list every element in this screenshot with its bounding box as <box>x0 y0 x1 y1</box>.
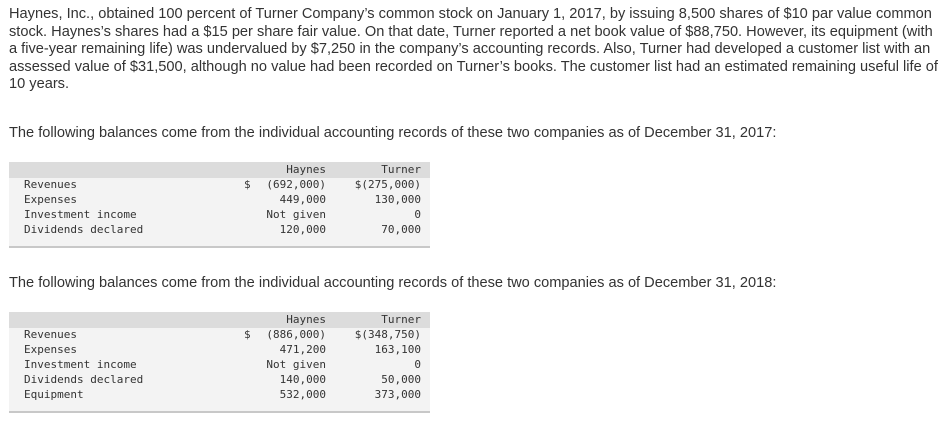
row-label-expenses: Expenses <box>24 343 77 356</box>
dollar-sign: $ <box>244 178 251 191</box>
dollar-sign: $ <box>244 328 251 341</box>
haynes-revenues: (692,000) <box>266 178 326 191</box>
haynes-equipment: 532,000 <box>279 388 326 401</box>
haynes-investment-income: Not given <box>266 208 326 221</box>
turner-dividends-declared: 70,000 <box>381 223 421 236</box>
row-label-dividends-declared: Dividends declared <box>24 373 144 386</box>
table-header-bar <box>9 162 430 178</box>
turner-expenses: 163,100 <box>374 343 421 356</box>
row-label-equipment: Equipment <box>24 388 84 401</box>
turner-revenues: $(275,000) <box>354 178 421 191</box>
column-header-turner: Turner <box>381 313 421 326</box>
haynes-dividends-declared: 140,000 <box>279 373 326 386</box>
turner-investment-income: 0 <box>414 208 421 221</box>
row-label-dividends-declared: Dividends declared <box>24 223 144 236</box>
row-label-investment-income: Investment income <box>24 358 137 371</box>
haynes-revenues: (886,000) <box>266 328 326 341</box>
column-header-haynes: Haynes <box>286 163 326 176</box>
turner-expenses: 130,000 <box>374 193 421 206</box>
row-label-expenses: Expenses <box>24 193 77 206</box>
haynes-investment-income: Not given <box>266 358 326 371</box>
turner-equipment: 373,000 <box>374 388 421 401</box>
haynes-expenses: 449,000 <box>279 193 326 206</box>
table-header-bar <box>9 312 430 328</box>
haynes-dividends-declared: 120,000 <box>279 223 326 236</box>
row-label-revenues: Revenues <box>24 178 77 191</box>
turner-revenues: $(348,750) <box>354 328 421 341</box>
balances-table-2018 <box>9 312 430 413</box>
row-label-revenues: Revenues <box>24 328 77 341</box>
haynes-expenses: 471,200 <box>279 343 326 356</box>
balances-table-2017 <box>9 162 430 248</box>
balances-2018-intro: The following balances come from the individual accounting records of these two companies as of December 31, 2018: <box>9 275 777 291</box>
column-header-haynes: Haynes <box>286 313 326 326</box>
problem-statement: Haynes, Inc., obtained 100 percent of Turner Company’s common stock on January 1, 2017, by issuing 8,500 shares of $10 par value common stock. Haynes’s shares had a $15 per share fair value. On that date, Turner reported a net book value of $88,750. However, its equipment (with a five-year remaining life) was undervalued by $7,250 in the company’s accounting records. Also, Turner had developed a customer list with an assessed value of $31,500, although no value had been recorded on Turner’s books. The customer list had an estimated remaining useful life of 10 years. <box>9 6 938 93</box>
turner-dividends-declared: 50,000 <box>381 373 421 386</box>
row-label-investment-income: Investment income <box>24 208 137 221</box>
column-header-turner: Turner <box>381 163 421 176</box>
turner-investment-income: 0 <box>414 358 421 371</box>
balances-2017-intro: The following balances come from the individual accounting records of these two companies as of December 31, 2017: <box>9 125 777 141</box>
